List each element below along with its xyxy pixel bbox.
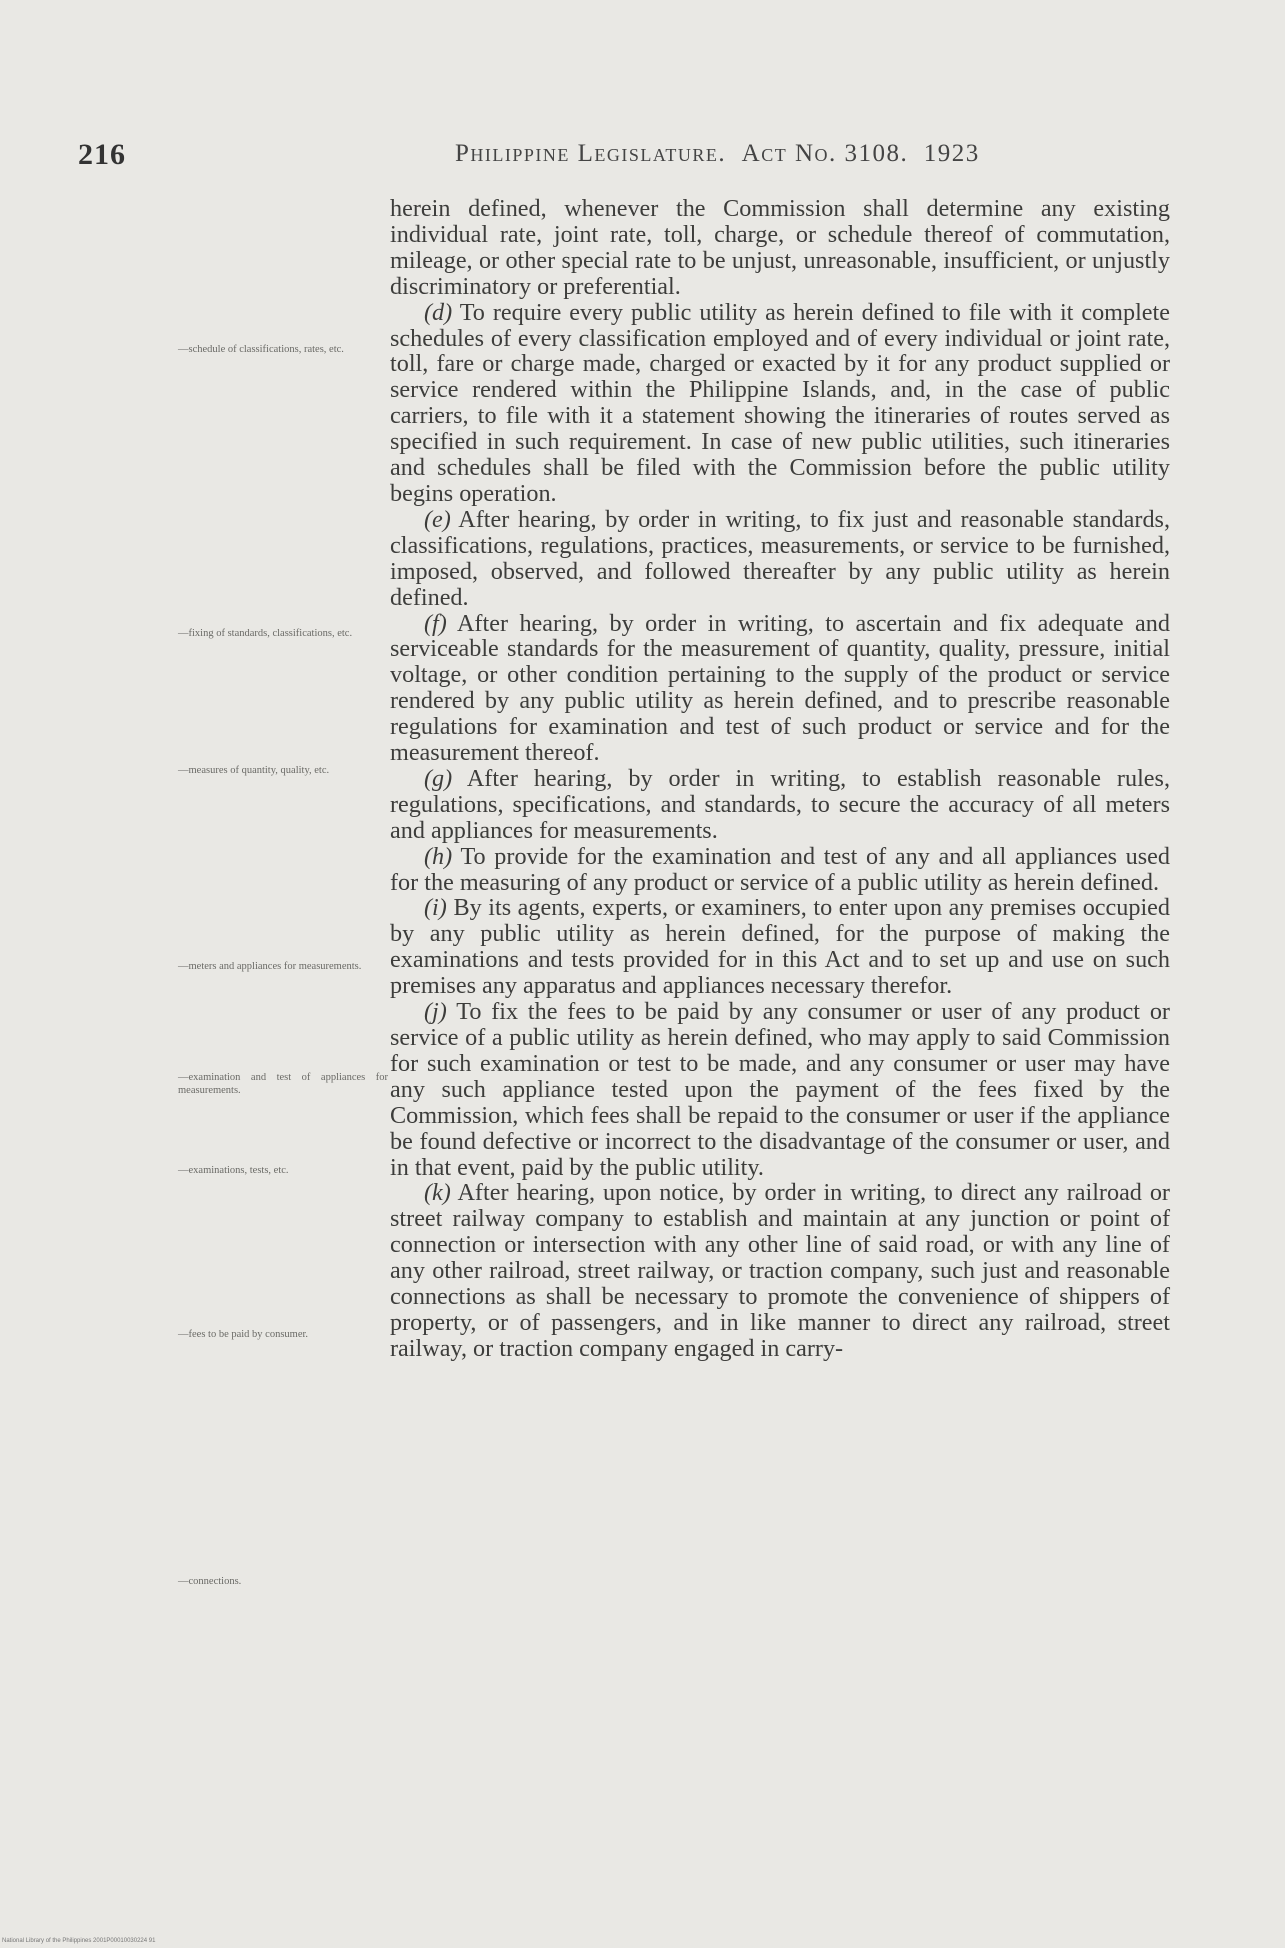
running-head	[455, 140, 980, 168]
clause-letter: (d)	[424, 298, 453, 326]
margin-note-connections: —connections.	[178, 1576, 242, 1587]
clause-e	[390, 507, 1170, 611]
act-number: Act No. 3108.	[741, 140, 909, 167]
clause-letter: (g)	[424, 764, 453, 792]
clause-text: To fix the fees to be paid by any consumer or user of any product or service of a public utility as herein defined, who may apply to said Commission for such examination or test to be made, and any consumer or user may have any such appliance tested upon the payment of the fees fixed by the Commission, which fees shall be repaid to the consumer or user if the appliance be found defective or incorrect to the disadvantage of the consumer or user, and in that event, paid by the public utility.	[390, 998, 1170, 1181]
margin-note-schedule: —schedule of classifications, rates, etc.	[178, 344, 344, 355]
clause-letter: (f)	[424, 609, 447, 637]
clause-text: After hearing, upon notice, by order in writing, to direct any railroad or street railway company to establish and maintain at any junction or point of connection or intersection with any other line of said road, or with any line of any other railroad, street railway, or traction company, such just and reasonable connections as shall be necessary to promote the convenience of shippers of property, or of passengers, and in like manner to direct any railroad, street railway, or traction company engaged in carry-	[390, 1179, 1170, 1362]
clause-j	[390, 999, 1170, 1180]
page-number: 216	[78, 138, 126, 171]
margin-note-standards: —fixing of standards, classifications, etc.	[178, 628, 353, 639]
clause-letter: (i)	[424, 894, 447, 922]
running-title: Philippine Legislature.	[455, 140, 727, 167]
clause-text: By its agents, experts, or examiners, to enter upon any premises occupied by any public utility as herein defined, for the purpose of making the examinations and tests provided for in this Act and to set up and use on such premises any apparatus and appliances necessary therefor.	[390, 894, 1171, 1000]
intro-paragraph: herein defined, whenever the Commission shall determine any existing individual rate, joint rate, toll, charge, or schedule thereof of commutation, mileage, or other special rate to be unjust, unreasonable, insufficient, or unjustly discriminatory or preferential.	[390, 195, 1170, 300]
clause-h	[390, 844, 1170, 896]
clause-g	[390, 766, 1170, 844]
clause-letter: (k)	[424, 1179, 451, 1207]
clause-d	[390, 300, 1170, 507]
body-text	[390, 196, 1170, 1362]
clause-text: After hearing, by order in writing, to establish reasonable rules, regulations, specifications, and standards, to secure the accuracy of all meters and appliances for measurements.	[390, 764, 1170, 844]
clause-text: After hearing, by order in writing, to ascertain and fix adequate and serviceable standards for the measurement of quantity, quality, pressure, initial voltage, or other condition pertaining to the supply of the product or service rendered by any public utility as herein defined, and to prescribe reasonable regulations for examination and test of such product or service and for the measurement thereof.	[390, 609, 1170, 767]
clause-text: To require every public utility as herein defined to file with it complete schedules of every classification employed and of every individual or joint rate, toll, fare or charge made, charged or exacted by it for any product supplied or service rendered within the Philippine Islands, and, in the case of public carriers, to file with it a statement showing the itineraries of routes served as specified in such requirement. In case of new public utilities, such itineraries and schedules shall be filed with the Commission before the public utility begins operation.	[390, 298, 1170, 507]
margin-note-meters: —meters and appliances for measurements.	[178, 961, 362, 972]
margin-note-examination-test: —examination and test of appliances for measurements.	[178, 1072, 388, 1096]
clause-i	[390, 895, 1170, 999]
clause-letter: (j)	[424, 998, 447, 1026]
margin-note-fees: —fees to be paid by consumer.	[178, 1329, 309, 1340]
margin-note-measures: —measures of quantity, quality, etc.	[178, 765, 330, 776]
clause-f	[390, 611, 1170, 766]
clause-text: After hearing, by order in writing, to fix just and reasonable standards, classifications, regulations, practices, measurements, or service to be furnished, imposed, observed, and followed thereafter by any public utility as herein defined.	[390, 505, 1171, 611]
margin-note-examinations: —examinations, tests, etc.	[178, 1165, 289, 1176]
year: 1923	[923, 140, 980, 167]
clause-text: To provide for the examination and test of any and all appliances used for the measuring of any product or service of a public utility as herein defined.	[390, 842, 1170, 896]
clause-k	[390, 1180, 1170, 1361]
clause-letter: (h)	[424, 842, 453, 870]
clause-letter: (e)	[424, 505, 451, 533]
footer-source: National Library of the Philippines 2001P00010030224 91	[2, 1938, 156, 1944]
